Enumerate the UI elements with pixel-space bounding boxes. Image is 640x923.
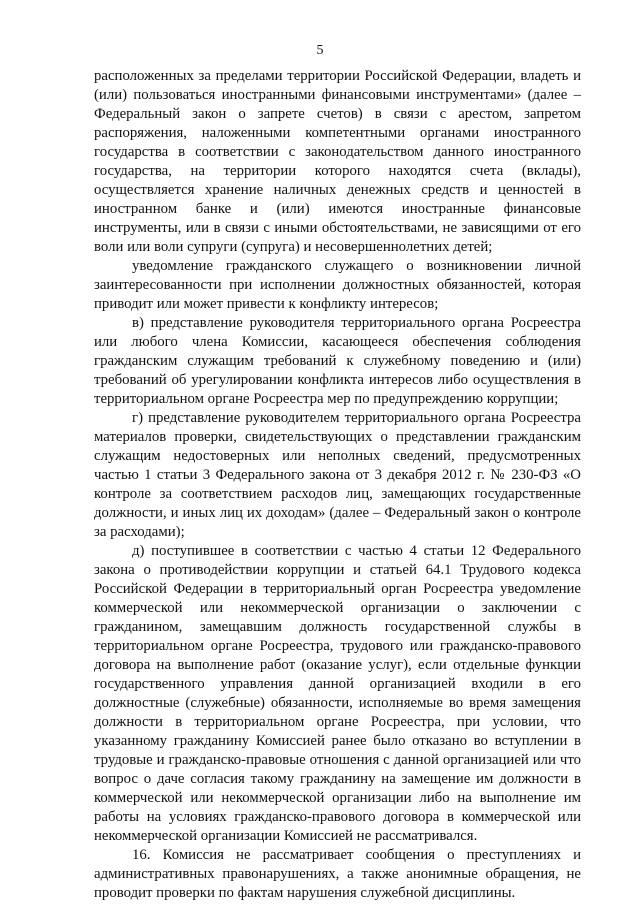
paragraph-item-v: в) представление руководителя территориального органа Росреестра или любого члена Комиссии, касающееся обеспечения соблюдения гражданским служащим требований к служебному поведению и (или) требований об урегулировании конфликта интересов либо осуществления в территориальном органе Росреестра мер по предупреждению коррупции; (94, 315, 581, 407)
paragraph-item-g: г) представление руководителем территориального органа Росреестра материалов проверки, свидетельствующих о представлении гражданским служащим недостоверных или неполных сведений, предусмотренных частью 1 статьи 3 Федерального закона от 3 декабря 2012 г. № 230-ФЗ «О контроле за соответствием расходов лиц, замещающих государственные должности, и иных лиц их доходам» (далее – Федеральный закон о контроле за расходами); (94, 410, 581, 540)
document-body (94, 67, 581, 903)
paragraph-item-d: д) поступившее в соответствии с частью 4 статьи 12 Федерального закона о противодействии коррупции и статьей 64.1 Трудового кодекса Российской Федерации в территориальный орган Росреестра уведомление коммерческой или некоммерческой организации о заключении с гражданином, замещавшим должность государственной службы в территориальном органе Росреестра, трудового или гражданско-правового договора на выполнение работ (оказание услуг), если отдельные функции государственного управления данной организацией входили в его должностные (служебные) обязанности, исполняемые во время замещения должности в территориальном органе Росреестра, при условии, что указанному гражданину Комиссией ранее было отказано во вступлении в трудовые и гражданско-правовые отношения с данной организацией или что вопрос о даче согласия такому гражданину на замещение им должности в коммерческой или некоммерческой организации либо на выполнение им работы на условиях гражданско-правового договора в коммерческой или некоммерческой организации Комиссией не рассматривался. (94, 543, 581, 844)
paragraph-section-16: 16. Комиссия не рассматривает сообщения о преступлениях и административных правонарушениях, а также анонимные обращения, не проводит проверки по фактам нарушения служебной дисциплины. (94, 847, 581, 901)
page-number: 5 (316, 43, 324, 58)
paragraph-conflict-notice: уведомление гражданского служащего о возникновении личной заинтересованности при исполнении должностных обязанностей, которая приводит или может привести к конфликту интересов; (94, 258, 581, 312)
paragraph-continuation: расположенных за пределами территории Российской Федерации, владеть и (или) пользоваться иностранными финансовыми инструментами» (далее – Федеральный закон о запрете счетов) в связи с арестом, запретом распоряжения, наложенными компетентными органами иностранного государства в соответствии с законодательством данного иностранного государства, на территории которого находятся счета (вклады), осуществляется хранение наличных денежных средств и ценностей в иностранном банке и (или) имеются иностранные финансовые инструменты, или в связи с иными обстоятельствами, не зависящими от его воли или воли супруги (супруга) и несовершеннолетних детей; (94, 68, 581, 255)
